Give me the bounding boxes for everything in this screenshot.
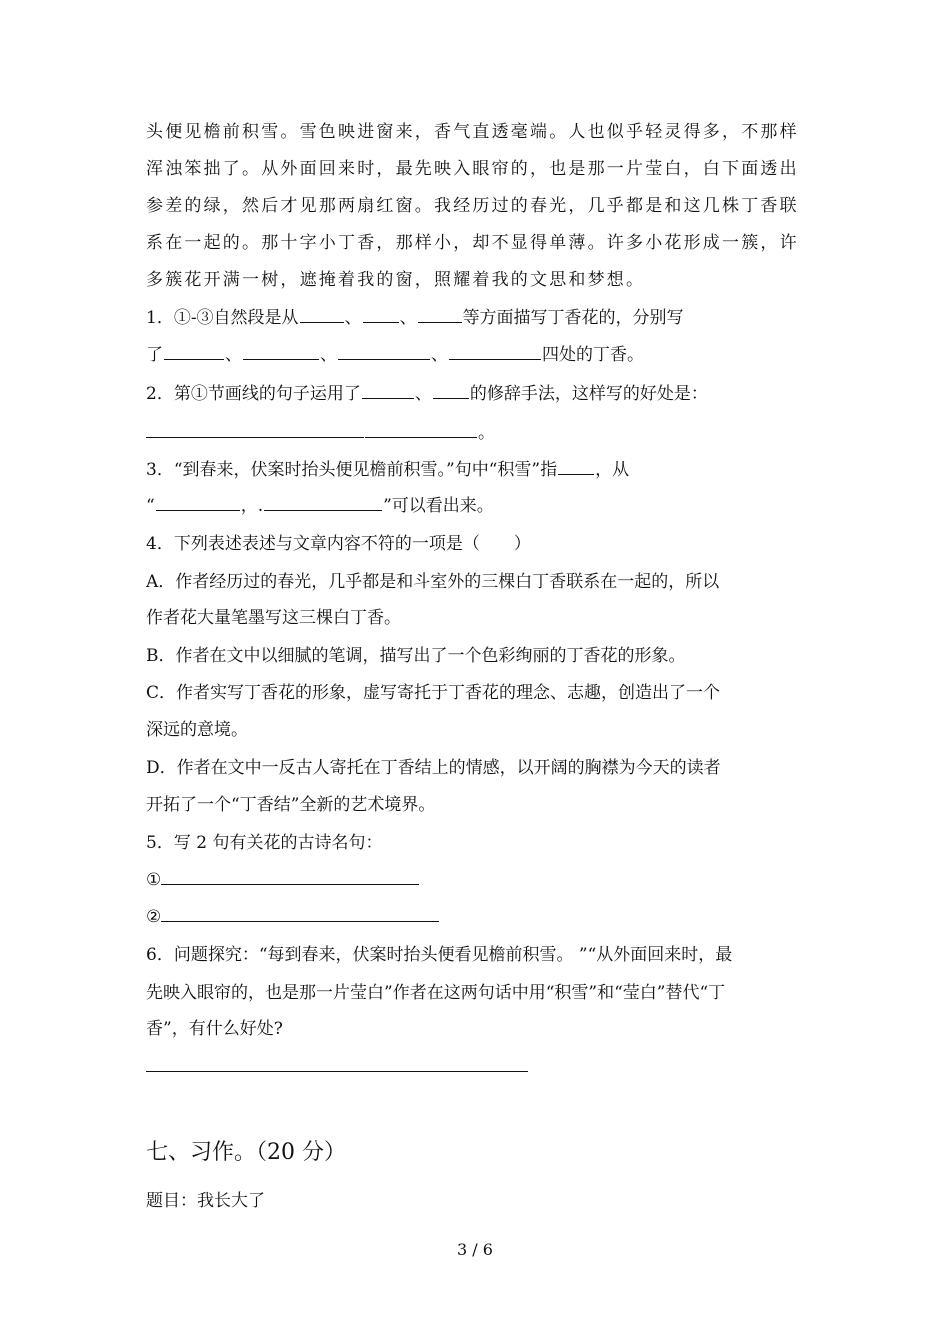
answer-line[interactable] [161,868,419,885]
answer-blank[interactable] [264,494,382,511]
q3-text: ，从 [595,460,630,480]
circled-2: ② [146,907,162,927]
answer-line[interactable] [146,421,364,438]
answer-blank[interactable] [363,306,399,323]
q3-text: 3．“到春来，伏案时抬头便见檐前积雪。”句中“积雪”指 [146,460,558,480]
answer-blank[interactable] [362,382,414,399]
option-a-cont: 作者花大量笔墨写这三棵白丁香。 [146,608,401,628]
question-5-stem: 5．写 2 句有关花的古诗名句： [146,833,383,853]
q2-text: 2．第①节画线的句子运用了 [146,384,361,404]
q2-sep: 、 [414,384,432,404]
passage-line: 多簇花开满一树，遮掩着我的窗，照耀着我的文思和梦想。 [146,270,646,290]
passage-line: 参差的绿，然后才见那两扇红窗。我经历过的春光，几乎都是和这几株丁香联 [146,196,799,216]
circled-1: ① [146,870,162,890]
q1-text: 1．①-③自然段是从 [146,308,299,328]
answer-blank[interactable] [558,458,594,475]
answer-blank[interactable] [433,382,469,399]
q3-text: “ [146,496,155,516]
q2-text: 的修辞手法，这样写的好处是： [469,384,708,404]
option-a[interactable]: A．作者经历过的春光，几乎都是和斗室外的三棵白丁香联系在一起的，所以 [146,572,720,592]
question-6-answer [146,1054,804,1080]
question-6-cont: 先映入眼帘的，也是那一片莹白”作者在这两句话中用“积雪”和“莹白”替代“丁 [146,983,726,1003]
question-4-stem: 4．下列表述表述与文章内容不符的一项是（ ） [146,534,531,554]
question-3 [146,457,804,483]
q1-text: 四处的丁香。 [542,345,644,365]
q1-sep: 、 [320,345,337,365]
essay-topic: 题目：我长大了 [146,1191,265,1211]
question-5-line-1 [146,867,804,893]
question-2 [146,381,804,407]
answer-blank[interactable] [164,343,224,360]
passage-line: 浑浊笨拙了。从外面回来时，最先映入眼帘的，也是那一片莹白，白下面透出 [146,159,799,179]
option-d-cont: 开拓了一个“丁香结”全新的艺术境界。 [146,795,436,815]
passage-line: 系在一起的。那十字小丁香，那样小，却不显得单薄。许多小花形成一簇，许 [146,233,799,253]
question-3-cont [146,493,804,519]
q3-text: ”可以看出来。 [383,496,494,516]
answer-blank[interactable] [365,421,477,438]
question-2-answer-line [146,420,804,446]
page-number: 3 / 6 [457,1240,493,1259]
question-1 [146,305,804,331]
option-b[interactable]: B．作者在文中以细腻的笔调，描写出了一个色彩绚丽的丁香花的形象。 [146,646,686,666]
answer-blank[interactable] [338,343,430,360]
question-5-line-2 [146,904,804,930]
q1-text: 等方面描写丁香花的，分别写 [462,308,684,328]
section-title: 七、习作。（20 分） [146,1140,346,1165]
answer-blank[interactable] [243,343,319,360]
question-6: 6．问题探究：“每到春来，伏案时抬头便看见檐前积雪。 ”“从外面回来时，最 [146,945,733,965]
q2-end: 。 [478,423,495,443]
q1-sep: 、 [431,345,448,365]
answer-blank[interactable] [300,306,344,323]
answer-blank[interactable] [418,306,462,323]
q1-text: 了 [146,345,163,365]
q3-text: ，. [240,496,264,516]
option-c-cont: 深远的意境。 [146,720,248,740]
answer-line[interactable] [161,905,439,922]
option-d[interactable]: D．作者在文中一反古人寄托在丁香结上的情感，以开阔的胸襟为今天的读者 [146,758,721,778]
q1-sep: 、 [225,345,242,365]
question-1-cont [146,342,804,368]
answer-blank[interactable] [449,343,541,360]
answer-line[interactable] [146,1055,528,1072]
question-6-cont: 香”，有什么好处? [146,1019,283,1039]
q1-sep: 、 [344,308,362,328]
q1-sep: 、 [399,308,417,328]
option-c[interactable]: C．作者实写丁香花的形象，虚写寄托于丁香花的理念、志趣，创造出了一个 [146,683,721,703]
passage-line: 头便见檐前积雪。雪色映进窗来，香气直透毫端。人也似乎轻灵得多，不那样 [146,122,799,142]
answer-blank[interactable] [156,494,240,511]
